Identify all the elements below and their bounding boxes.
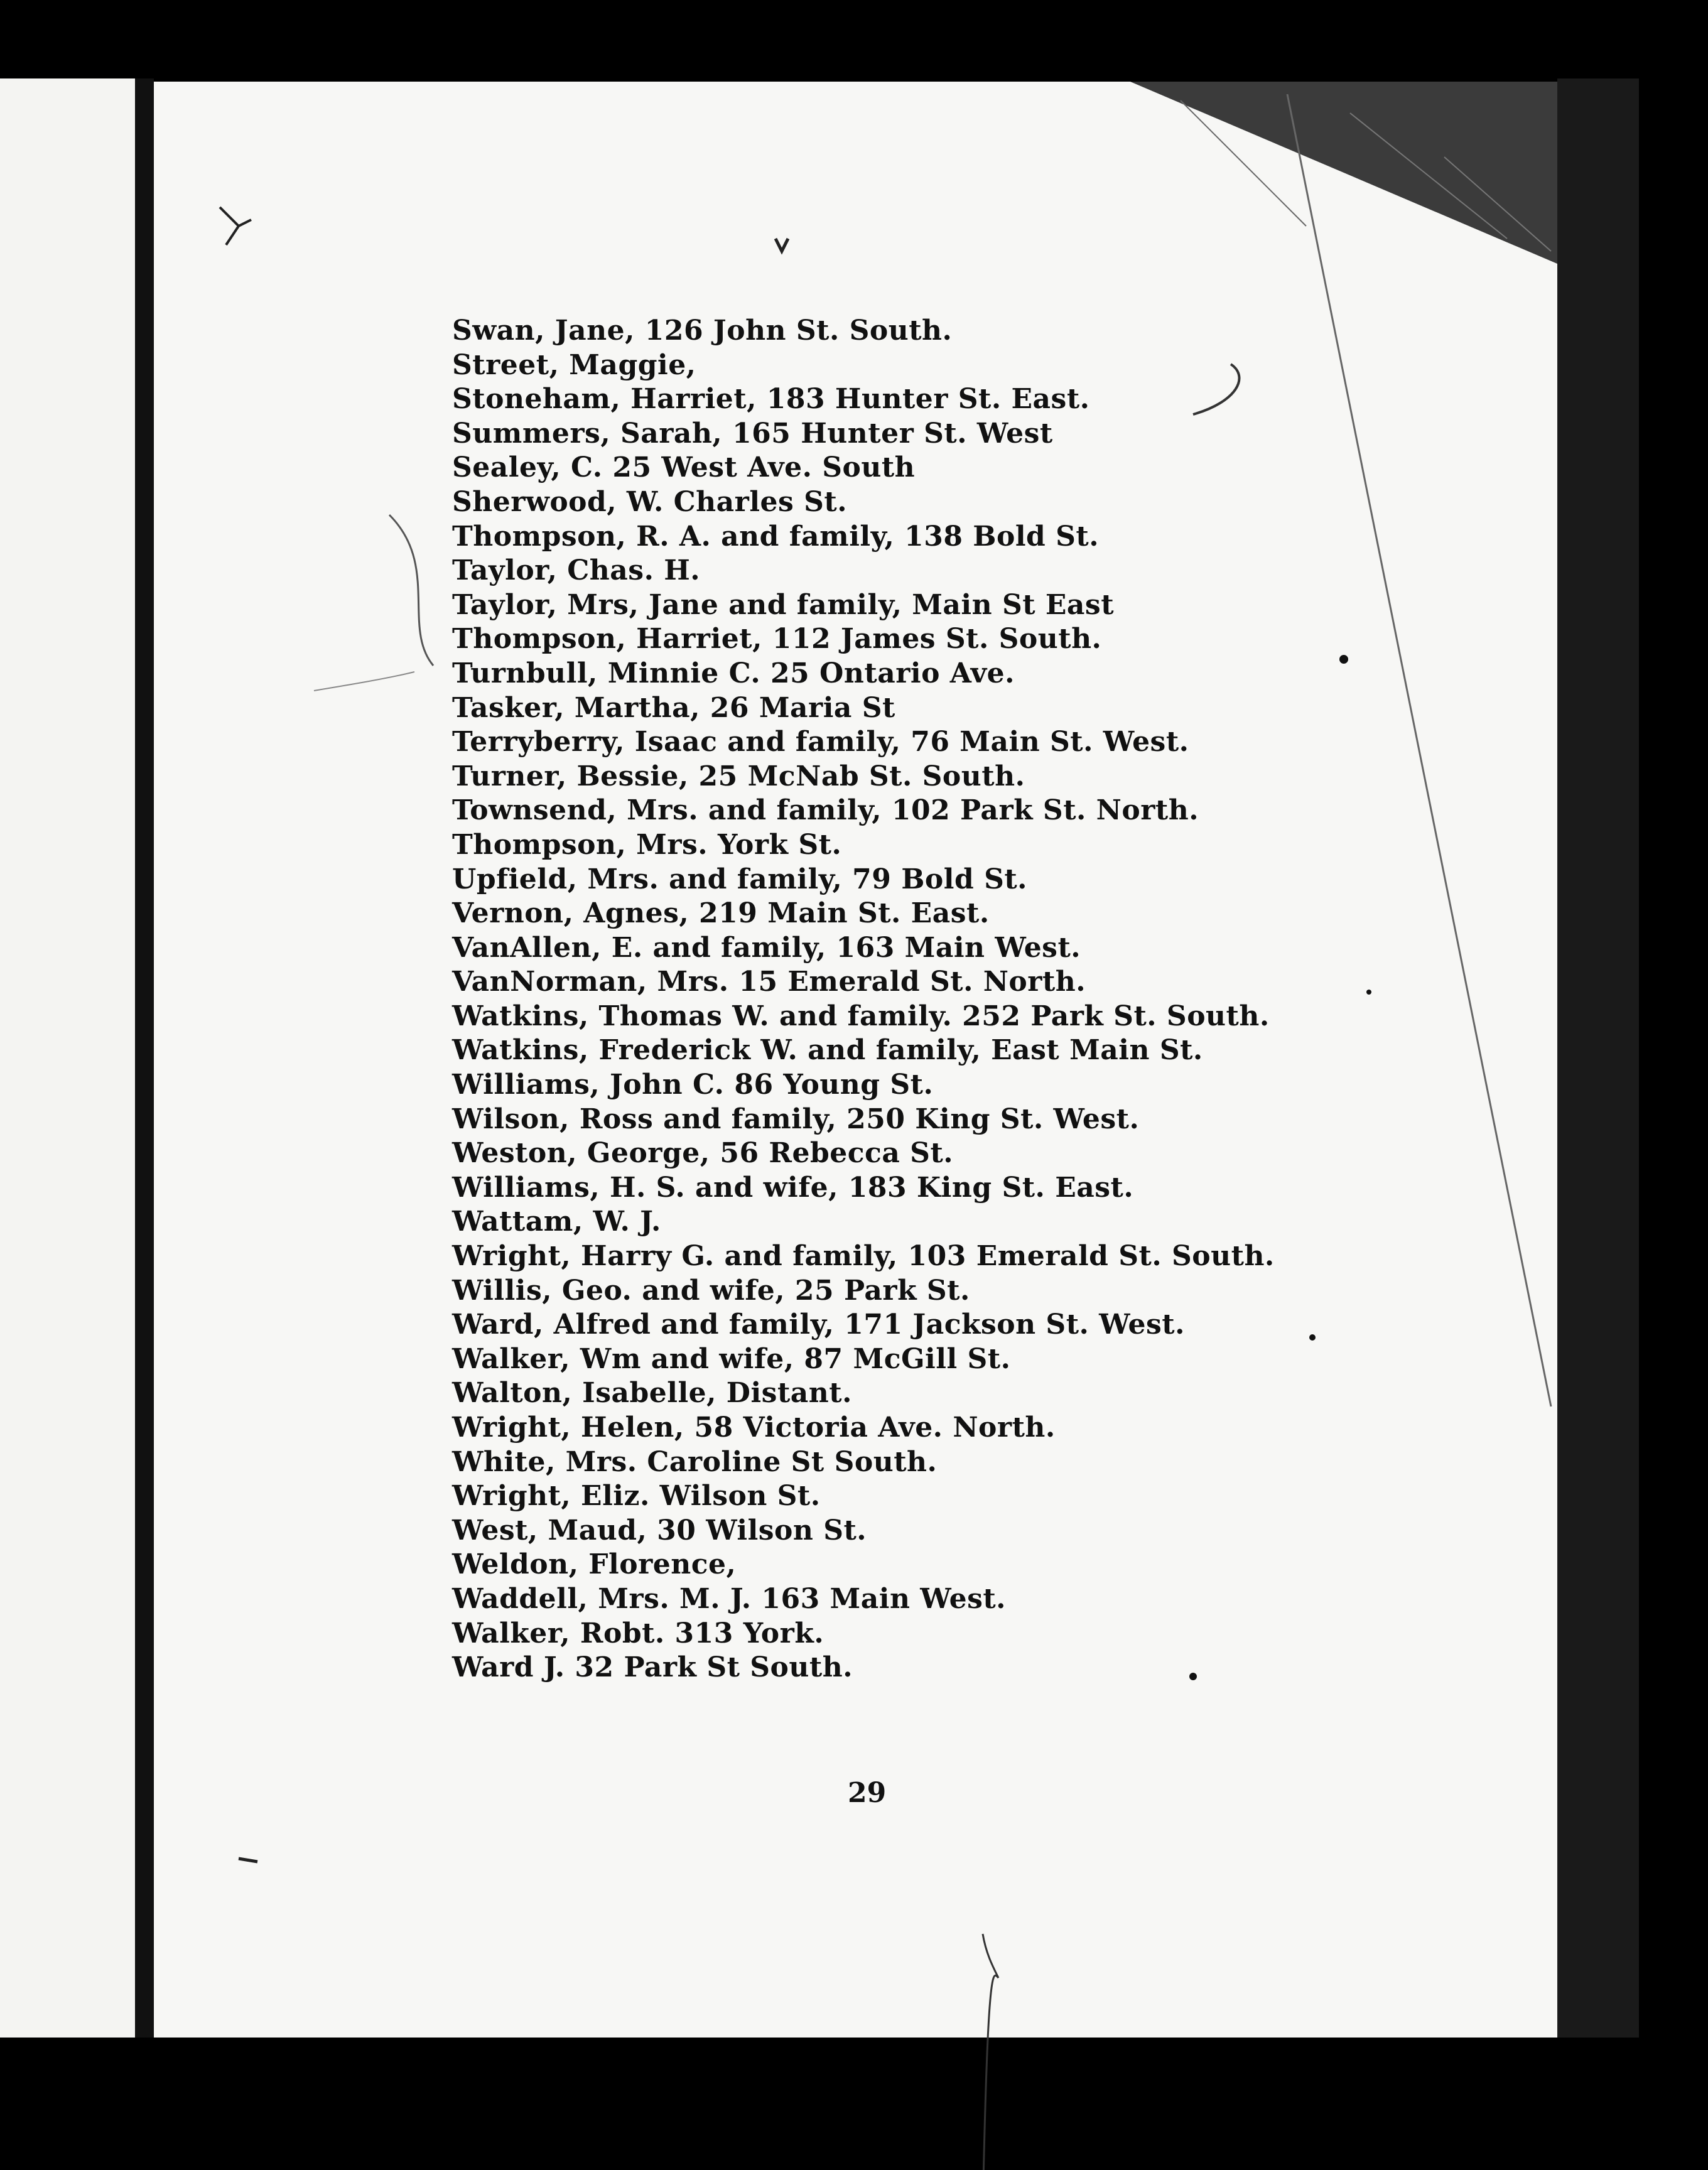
- list-item: Walker, Wm and wife, 87 McGill St.: [452, 1342, 1011, 1375]
- list-item: Sealey, C. 25 West Ave. South: [452, 451, 916, 484]
- list-item: Thompson, R. A. and family, 138 Bold St.: [452, 520, 1100, 553]
- list-item: Taylor, Chas. H.: [452, 554, 701, 587]
- list-item: Vernon, Agnes, 219 Main St. East.: [452, 897, 990, 930]
- page-number: 29: [848, 1777, 887, 1809]
- right-border: [1557, 78, 1639, 2038]
- list-item: Weston, George, 56 Rebecca St.: [452, 1137, 954, 1170]
- list-item: VanNorman, Mrs. 15 Emerald St. North.: [452, 966, 1086, 998]
- list-item: Turnbull, Minnie C. 25 Ontario Ave.: [452, 657, 1015, 689]
- list-item: Wright, Harry G. and family, 103 Emerald St. South.: [452, 1240, 1275, 1273]
- list-item: Thompson, Harriet, 112 James St. South.: [452, 623, 1102, 656]
- list-item: Taylor, Mrs, Jane and family, Main St East: [452, 588, 1115, 621]
- list-item: Ward, Alfred and family, 171 Jackson St. West.: [452, 1309, 1185, 1341]
- list-item: Sherwood, W. Charles St.: [452, 485, 848, 518]
- directory-entries: [452, 314, 1275, 1685]
- list-item: Watkins, Frederick W. and family, East Main St.: [452, 1034, 1203, 1067]
- list-item: Tasker, Martha, 26 Maria St: [452, 691, 895, 724]
- list-item: Upfield, Mrs. and family, 79 Bold St.: [452, 863, 1027, 895]
- list-item: White, Mrs. Caroline St South.: [452, 1445, 938, 1478]
- list-item: Thompson, Mrs. York St.: [452, 828, 842, 861]
- list-item: Weldon, Florence,: [452, 1548, 737, 1581]
- list-item: Swan, Jane, 126 John St. South.: [452, 315, 953, 347]
- list-item: Wright, Eliz. Wilson St.: [452, 1480, 821, 1513]
- list-item: Waddell, Mrs. M. J. 163 Main West.: [452, 1582, 1007, 1615]
- binding-gutter: [135, 78, 154, 2038]
- list-item: Walton, Isabelle, Distant.: [452, 1377, 852, 1410]
- list-item: Ward J. 32 Park St South.: [452, 1651, 853, 1684]
- previous-page-edge: [0, 78, 135, 2038]
- list-item: Wattam, W. J.: [452, 1206, 661, 1238]
- list-item: Watkins, Thomas W. and family. 252 Park St. South.: [452, 1000, 1270, 1032]
- list-item: Stoneham, Harriet, 183 Hunter St. East.: [452, 383, 1090, 416]
- list-item: Williams, H. S. and wife, 183 King St. East.: [452, 1171, 1134, 1204]
- list-item: Turner, Bessie, 25 McNab St. South.: [452, 760, 1025, 792]
- list-item: VanAllen, E. and family, 163 Main West.: [452, 931, 1081, 964]
- list-item: Terryberry, Isaac and family, 76 Main St. West.: [452, 726, 1189, 758]
- list-item: Wright, Helen, 58 Victoria Ave. North.: [452, 1412, 1056, 1444]
- list-item: Williams, John C. 86 Young St.: [452, 1069, 934, 1101]
- list-item: Wilson, Ross and family, 250 King St. West.: [452, 1103, 1140, 1135]
- list-item: Townsend, Mrs. and family, 102 Park St. North.: [452, 794, 1199, 827]
- list-item: Willis, Geo. and wife, 25 Park St.: [452, 1274, 970, 1307]
- list-item: West, Maud, 30 Wilson St.: [452, 1514, 867, 1547]
- list-item: Summers, Sarah, 165 Hunter St. West: [452, 417, 1053, 450]
- list-item: Walker, Robt. 313 York.: [452, 1617, 824, 1649]
- list-item: Street, Maggie,: [452, 348, 696, 381]
